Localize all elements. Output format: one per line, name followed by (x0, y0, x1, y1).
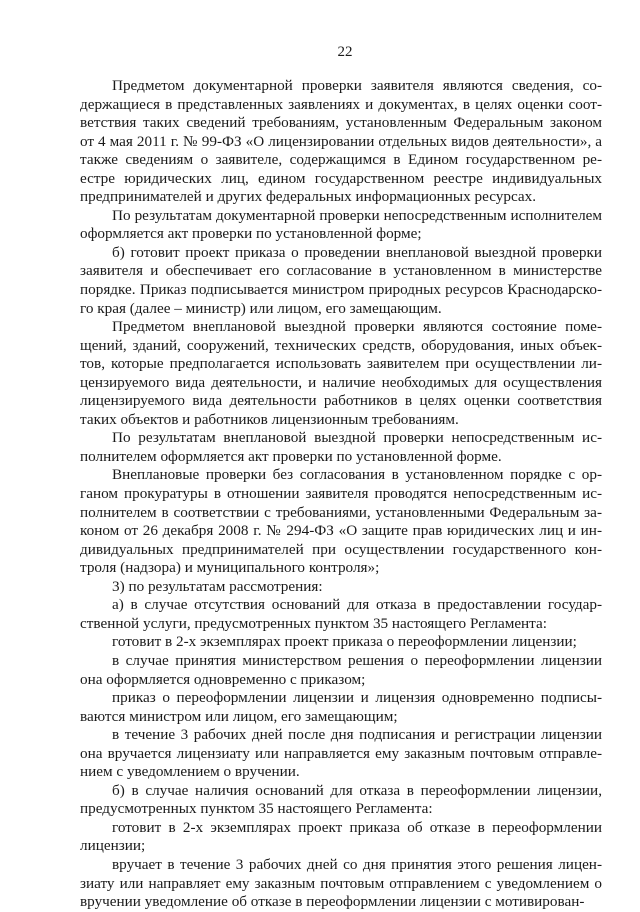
page-number: 22 (337, 44, 353, 60)
paragraph-onsite-check-act: По результатам внеплановой выездной проверки непосредственным исполнителем оформляется акт проверки по установленной форме. (80, 429, 602, 465)
paragraph-no-grounds-refusal: а) в случае отсутствия оснований для отказа в предоставлении государственной услуги, предусмотренных пунктом 35 настоящего Регламента: (80, 596, 602, 632)
paragraph-subject-onsite-check: Предметом внеплановой выездной проверки являются состояние помещений, зданий, сооружений, технических средств, оборудования, иных объектов, которые предполагается использовать заявителем при осуществлении лицензируемого вида деятельности, и наличие необходимых для осуществления лицензируемого вида деятельности работников в целях оценки соответствия таких объектов и работников лицензионным требованиям. (80, 318, 602, 428)
paragraph-refusal-notice: вручает в течение 3 рабочих дней со дня принятия этого решения лицензиату или направляет ему заказным почтовым отправлением с уведомлением о вручении уведомление об отказе в переоформлении лицензии с мотивирован- (80, 855, 602, 911)
paragraph-license-delivery: в течение 3 рабочих дней после дня подписания и регистрации лицензии она вручается лицензиату или направляется ему заказным почтовым отправлением с уведомлением о вручении. (80, 726, 602, 781)
paragraph-prepare-reissue-order: готовит в 2-х экземплярах проект приказа о переоформлении лицензии; (112, 633, 577, 651)
paragraph-review-results: 3) по результатам рассмотрения: (112, 577, 323, 595)
paragraph-grounds-refusal: б) в случае наличия оснований для отказа в переоформлении лицензии, предусмотренных пунктом 35 настоящего Регламента: (80, 781, 602, 818)
paragraph-license-issued: в случае принятия министерством решения о переоформлении лицензии она оформляется одновременно с приказом; (80, 651, 602, 688)
paragraph-order-onsite-check: б) готовит проект приказа о проведении внеплановой выездной проверки заявителя и обеспечивает его согласование в установленном в министерстве порядке. Приказ подписывается министром природных ресурсов Краснодарского края (далее – министр) или лицом, его замещающим. (80, 243, 602, 317)
paragraph-order-signed: приказ о переоформлении лицензии и лицензия одновременно подписываются министром или лицом, его замещающим; (80, 689, 602, 725)
paragraph-subject-documentary-check: Предметом документарной проверки заявителя являются сведения, содержащиеся в представленных заявлениях и документах, в целях оценки соответствия таких сведений требованиям, установленным Федеральным законом от 4 мая 2011 г. № 99-ФЗ «О лицензировании отдельных видов деятельности», а также сведениям о заявителе, содержащимся в Едином государственном реестре юридических лиц, едином государственном реестре индивидуальных предпринимателей и других федеральных информационных ресурсах. (80, 77, 602, 206)
paragraph-documentary-check-act: По результатам документарной проверки непосредственным исполнителем оформляется акт проверки по установленной форме; (80, 206, 602, 243)
paragraph-prepare-refusal-order: готовит в 2-х экземплярах проект приказа об отказе в переоформлении лицензии; (80, 818, 602, 855)
paragraph-unscheduled-checks: Внеплановые проверки без согласования в установленном порядке с органом прокуратуры в отношении заявителя проводятся непосредственным исполнителем в соответствии с требованиями, установленными Федеральным законом от 26 декабря 2008 г. № 294-ФЗ «О защите прав юридических лиц и индивидуальных предпринимателей при осуществлении государственного контроля (надзора) и муниципального контроля»; (80, 466, 602, 577)
